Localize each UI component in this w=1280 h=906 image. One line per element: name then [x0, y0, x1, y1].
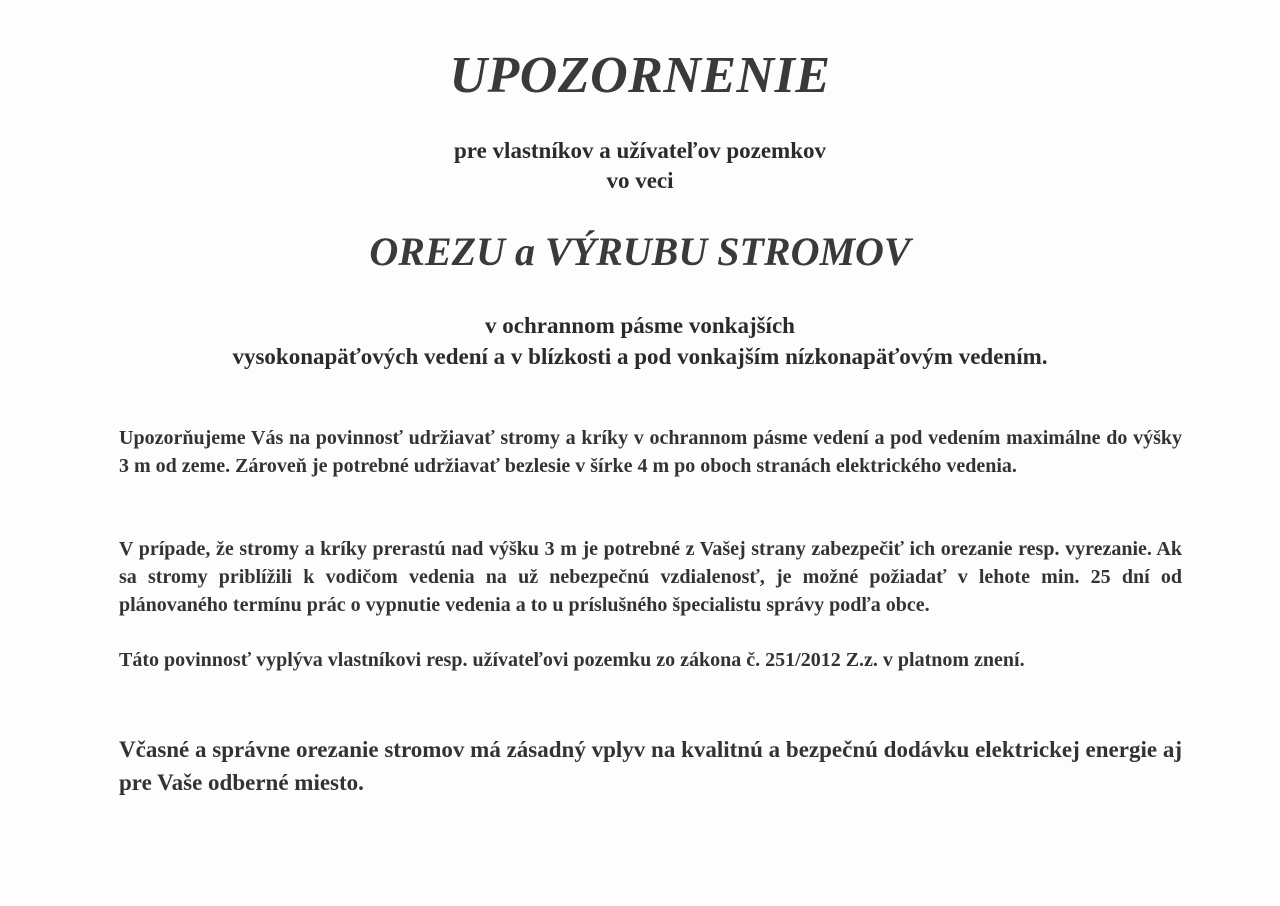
subtitle-line-1: pre vlastníkov a užívateľov pozemkov [454, 138, 826, 163]
document-subtitle [0, 136, 1280, 196]
document-scope [0, 310, 1280, 372]
paragraph-law: Táto povinnosť vyplýva vlastníkovi resp. užívateľovi pozemku zo zákona č. 251/2012 Z.z. v platnom znení. [119, 649, 1025, 671]
document-heading: OREZU a VÝRUBU STROMOV [369, 229, 911, 274]
scope-line-1: v ochrannom pásme vonkajších [485, 313, 795, 338]
scope-line-2: vysokonapäťových vedení a v blízkosti a pod vonkajším nízkonapäťovým vedením. [232, 344, 1048, 369]
document-title: UPOZORNENIE [449, 47, 831, 104]
subtitle-line-2: vo veci [606, 168, 674, 193]
closing-statement: Včasné a správne orezanie stromov má zásadný vplyv na kvalitnú a bezpečnú dodávku elektrickej energie aj pre Vaše odberné miesto. [119, 737, 1182, 795]
paragraph-obligation: Upozorňujeme Vás na povinnosť udržiavať stromy a kríky v ochrannom pásme vedení a pod vedením maximálne do výšky 3 m od zeme. Zároveň je potrebné udržiavať bezlesie v šírke 4 m po oboch stranách elektrického vedenia. [119, 427, 1182, 477]
paragraph-trimming: V prípade, že stromy a kríky prerastú nad výšku 3 m je potrebné z Vašej strany zabezpečiť ich orezanie resp. vyrezanie. Ak sa stromy priblížili k vodičom vedenia na už nebezpečnú vzdialenosť, je možné požiadať v lehote min. 25 dní od plánovaného termínu prác o vypnutie vedenia a to u príslušného špecialistu správy podľa obce. [119, 538, 1182, 616]
